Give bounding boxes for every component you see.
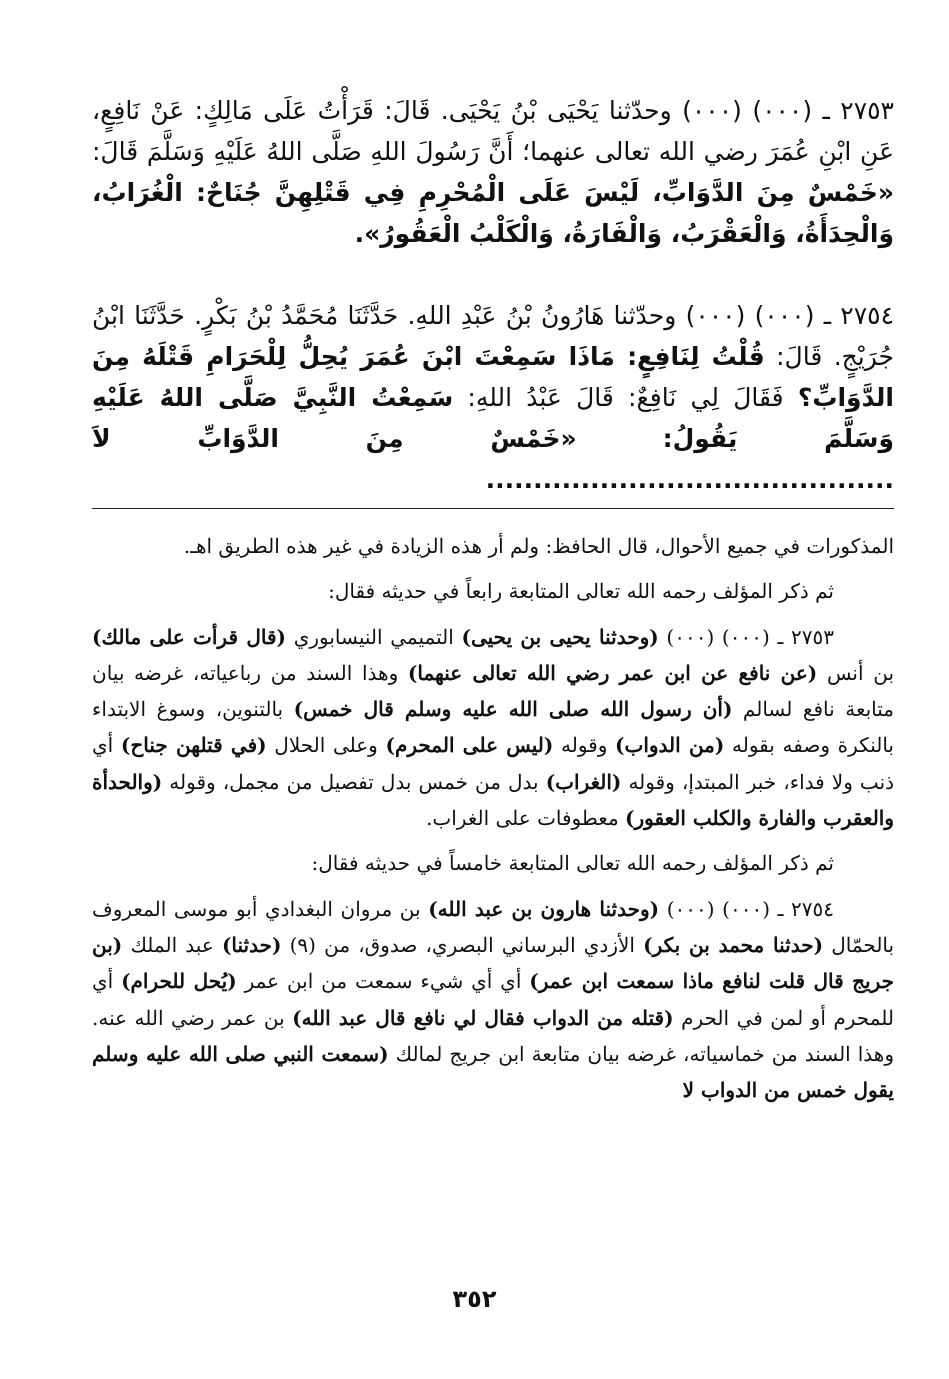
- quoted-matn: (عن نافع عن ابن عمر رضي الله تعالى عنهما): [407, 660, 818, 685]
- quoted-matn: (ليس على المحرم): [385, 733, 554, 758]
- hadith-number: ٢٧٥٣ ـ (٠٠٠) (٠٠٠): [682, 96, 894, 125]
- quoted-matn: (حدثنا): [221, 932, 282, 957]
- section-divider: [92, 508, 894, 509]
- quoted-matn: (في قتلهن جناح): [120, 733, 267, 758]
- quoted-matn: (بن جريج قال قلت لنافع ماذا سمعت ابن عمر): [92, 932, 894, 994]
- hadith-2754-text: [92, 295, 894, 500]
- explanation: بالتنوين، وسوغ الابتداء بالنكرة وصفه بقوله: [92, 697, 895, 758]
- page-number: ٣٥٢: [452, 1285, 497, 1313]
- hadith-question: قُلْتُ لِنَافِعٍ: مَاذَا سَمِعْتَ ابْنَ عُمَرَ يُحِلُّ لِلْحَرَامِ قَتْلَهُ مِنَ الدَّوَابِّ؟: [92, 342, 894, 412]
- hadith-isnad: وحدّثنا يَحْيَى بْنُ يَحْيَى. قَالَ: قَرَأْتُ عَلَى مَالِكٍ: عَنْ نَافِعٍ، عَنِ ابْنِ عُمَرَ رضي الله تعالى عنهما؛ أَنَّ رَسُولَ اللهِ صَلَّى اللهُ عَلَيْهِ وَسَلَّمَ قَالَ:: [92, 96, 894, 166]
- quoted-matn: (والحدأة والعقرب والفارة والكلب العقور): [92, 769, 894, 831]
- explanation: عبد الملك: [130, 932, 214, 957]
- explanation: معطوفات على الغراب.: [426, 806, 619, 831]
- quoted-matn: (وحدثنا هارون بن عبد الله): [428, 896, 660, 921]
- commentary-paragraph-2754: [92, 891, 894, 1109]
- commentary-section: [92, 528, 894, 1108]
- explanation: بدل من خمس بدل تفصيل من مجمل، وقوله: [169, 769, 539, 794]
- explanation: أي ذنب ولا فداء، خبر المبتدإ، وقوله: [92, 733, 895, 794]
- hadith-isnad: وحدّثنا هَارُونُ بْنُ عَبْدِ اللهِ. حَدَّثَنَا مُحَمَّدُ بْنُ بَكْرٍ. حَدَّثَنَا ابْنُ جُرَيْجٍ. قَالَ:: [92, 301, 894, 371]
- quoted-matn: (يُحل للحرام): [121, 969, 237, 994]
- hadith-matn: «خَمْسٌ مِنَ الدَّوَابِّ، لَيْسَ عَلَى الْمُحْرِمِ فِي قَتْلِهِنَّ جُنَاحٌ: الْغُرَابُ، وَالْحِدَأَةُ، وَالْعَقْرَبُ، وَالْفَارَةُ، وَالْكَلْبُ الْعَقُورُ».: [92, 178, 894, 248]
- quoted-matn: (قال قرأت على مالك): [92, 624, 286, 649]
- explanation: الأزدي البرساني البصري، صدوق، من (٩): [289, 932, 635, 957]
- hadith-2753-text: [92, 90, 894, 254]
- explanation: بن أنس: [826, 660, 895, 685]
- quoted-matn: (الغراب): [545, 769, 622, 794]
- commentary-paragraph-2753: [92, 619, 894, 837]
- explanation: بن عمر رضي الله عنه. وهذا السند من خماسياته، غرضه بيان متابعة ابن جريج لمالك: [92, 1005, 895, 1066]
- quoted-matn: (وحدثنا يحيى بن يحيى): [461, 624, 659, 649]
- explanation: بن مروان البغدادي أبو موسى المعروف بالحمّال: [92, 896, 895, 957]
- hadith-number: ٢٧٥٤ ـ (٠٠٠) (٠٠٠): [666, 896, 835, 921]
- explanation: أي للمحرم أو لمن في الحرم: [92, 969, 894, 1030]
- quoted-matn: (قتله من الدواب فقال لي نافع قال عبد الله): [292, 1005, 674, 1030]
- explanation: أي أي شيء سمعت من ابن عمر: [244, 969, 522, 994]
- explanation: وهذا السند من رباعياته، غرضه بيان متابعة نافع لسالم: [92, 660, 894, 722]
- commentary-paragraph: المذكورات في جميع الأحوال، قال الحافظ: ولم أر هذه الزيادة في غير هذه الطريق اهـ.: [183, 534, 894, 558]
- explanation: وعلى الحلال: [274, 733, 378, 758]
- quoted-matn: (حدثنا محمد بن بكر): [643, 932, 824, 957]
- quoted-matn: (أن رسول الله صلى الله عليه وسلم قال خمس): [293, 697, 733, 722]
- commentary-heading: ثم ذكر المؤلف رحمه الله تعالى المتابعة خامساً في حديثه فقال:: [311, 851, 834, 876]
- commentary-heading: ثم ذكر المؤلف رحمه الله تعالى المتابعة رابعاً في حديثه فقال:: [328, 579, 834, 604]
- hadith-number: ٢٧٥٤ ـ (٠٠٠) (٠٠٠): [685, 301, 894, 330]
- hadith-matn: «خَمْسٌ مِنَ الدَّوَابِّ لاَ ...........................................: [92, 424, 894, 494]
- quoted-matn: (سمعت النبي صلى الله عليه وسلم يقول خمس من الدواب لا: [92, 1041, 894, 1103]
- quoted-matn: (من الدواب): [615, 733, 725, 758]
- explanation: التميمي النيسابوري: [293, 624, 454, 649]
- hadith-isnad-continued: فَقَالَ لِي نَافِعٌ: قَالَ عَبْدُ اللهِ:: [467, 383, 784, 412]
- explanation: وقوله: [561, 733, 608, 758]
- hadith-number: ٢٧٥٣ ـ (٠٠٠) (٠٠٠): [666, 624, 835, 649]
- hadith-statement: سَمِعْتُ النَّبِيَّ صَلَّى اللهُ عَلَيْهِ وَسَلَّمَ يَقُولُ:: [92, 383, 895, 453]
